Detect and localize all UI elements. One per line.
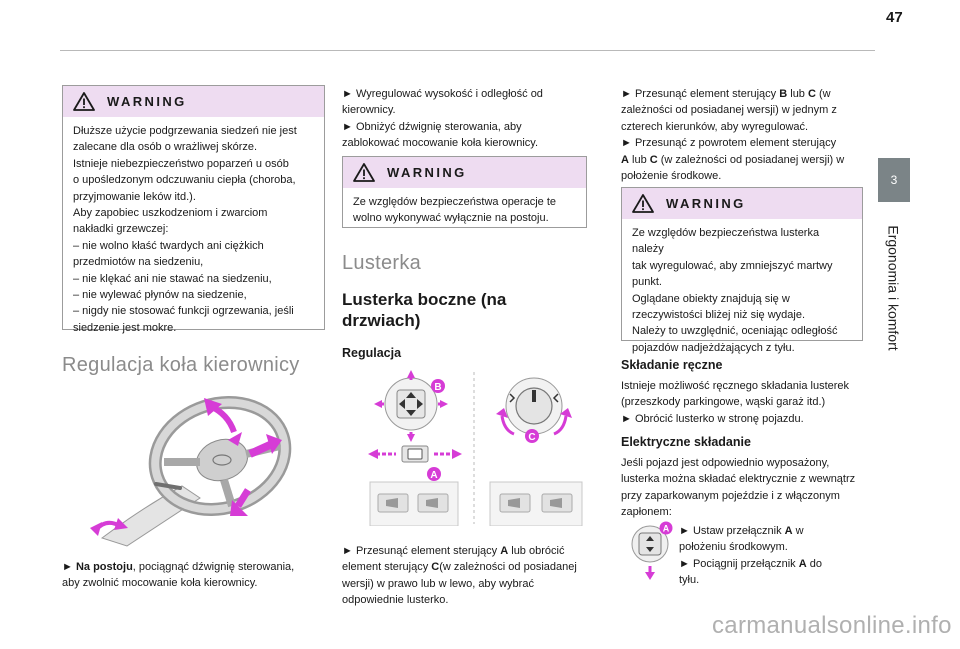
warning-line: Ze względów bezpieczeństwa lusterka należy (632, 227, 820, 256)
warning-line: o upośledzonym odczuwaniu ciepła (choroba, (73, 174, 296, 187)
warning-line: tak wyregulować, aby zmniejszyć martwy (632, 259, 833, 272)
warning-line: – nie wolno kłaść twardych ani ciężkich (73, 239, 264, 252)
step-line: odpowiednie lusterko. (342, 594, 449, 607)
heading-manual-folding: Składanie ręczne (621, 358, 723, 372)
warning-title: WARNING (387, 165, 467, 180)
step-line (679, 523, 869, 539)
step-bold: Na postoju (75, 561, 133, 573)
text-bold: C (431, 561, 440, 574)
step-line: czterech kierunków, aby wyregulować. (621, 120, 809, 133)
step-line (342, 559, 602, 575)
text-part: element sterujący (342, 561, 432, 574)
text-part: ► Ustaw przełącznik (679, 525, 785, 537)
text-part: do (806, 557, 822, 570)
warning-line: pojazdów nadjeżdżających z tyłu. (632, 341, 795, 354)
chapter-title-text: Ergonomia i komfort (886, 225, 902, 351)
text-part: (w zależności od posiadanej (439, 561, 577, 574)
step-line: zależności od posiadanej wersji) w jednym z (621, 104, 837, 117)
step-line (621, 86, 871, 102)
step-line: ► Obniżyć dźwignię sterowania, aby (342, 120, 522, 133)
warning-line: Dłuższe użycie podgrzewania siedzeń nie jest (73, 125, 297, 137)
steering-step-line2: aby zwolnić mocowanie koła kierownicy. (62, 577, 258, 590)
warning-line: – nigdy nie stosować funkcji ogrzewania, jeśli (73, 305, 294, 318)
manual-folding-text (621, 378, 871, 427)
warning-line: zalecane dla osób o wrażliwej skórze. (73, 141, 258, 154)
warning-line: rzeczywistości bliżej niż się wydaje. (632, 309, 805, 322)
mirror-adjust-steps (621, 86, 871, 184)
step-rest: , pociągnąć dźwignię sterowania, (132, 561, 295, 573)
text-part: lub (787, 88, 808, 100)
text-part: lub (628, 153, 650, 166)
step-line: kierownicy. (342, 104, 396, 117)
page-number: 47 (886, 9, 903, 26)
label-a: A (430, 470, 438, 481)
text-part: (w (815, 88, 831, 100)
warning-title: WARNING (666, 196, 746, 211)
text-bold: A (784, 525, 793, 537)
text-part: (w zależności od posiadanej wersji) w (657, 153, 845, 166)
warning-box-blind-spot (621, 187, 863, 354)
warning-triangle-icon (353, 163, 375, 182)
warning-line: – nie wylewać płynów na siedzenie, (73, 289, 247, 302)
heading-side-mirrors (342, 289, 506, 331)
warning-line: siedzenie jest mokre. (73, 321, 177, 334)
heading-steering-wheel: Regulacja koła kierownicy (62, 354, 300, 376)
text-bold: A (500, 545, 509, 557)
steering-steps (342, 86, 592, 152)
warning-title: WARNING (107, 94, 187, 109)
warning-body (343, 188, 586, 235)
warning-line: przedmiotów na siedzeniu, (73, 256, 204, 269)
step-line (621, 152, 871, 168)
warning-line: Istnieje niebezpieczeństwo poparzeń u osób (73, 157, 289, 170)
step-line: położenie środkowe. (621, 170, 722, 183)
text-line: (przeszkody parkingowe, wąski garaż itd.) (621, 396, 826, 409)
text-line: ► Obrócić lusterko w stronę pojazdu. (621, 412, 804, 425)
label-c: C (528, 432, 536, 443)
warning-line: – nie klękać ani nie stawać na siedzeniu, (73, 272, 272, 285)
warning-body (63, 117, 324, 344)
text-bold: C (649, 153, 658, 166)
steering-step-line1 (62, 559, 327, 575)
heading-side-mirrors-line2: drzwiach) (342, 311, 421, 330)
text-line: przy zaparkowanym pojeździe i z włączonym (621, 489, 840, 502)
warning-line: nakładki grzewczej: (73, 223, 169, 236)
warning-line: punkt. (632, 276, 662, 289)
text-bold: C (807, 88, 816, 100)
warning-box-parked (342, 156, 587, 228)
step-line: zablokować mocowanie koła kierownicy. (342, 137, 539, 150)
label-b: B (434, 382, 442, 393)
fold-switch-label: A (662, 523, 670, 534)
text-part: ► Pociągnij przełącznik (679, 557, 799, 570)
warning-triangle-icon (73, 92, 95, 111)
heading-adjustment: Regulacja (342, 346, 402, 360)
warning-line: Oglądane obiekty znajdują się w (632, 292, 790, 305)
step-line: tyłu. (679, 574, 700, 587)
warning-box-heating (62, 85, 325, 334)
warning-header (343, 157, 586, 188)
steering-wheel-illustration (82, 388, 294, 548)
text-part: ► Przesunąć element sterujący (621, 88, 780, 100)
text-bold: A (798, 557, 807, 570)
text-line: zapłonem: (621, 506, 672, 519)
text-line: Jeśli pojazd jest odpowiednio wyposażony, (621, 457, 830, 469)
warning-line: Aby zapobiec uszkodzeniom i zwarciom (73, 207, 268, 220)
text-part: lub obrócić (508, 545, 565, 557)
step-line: położeniu środkowym. (679, 541, 788, 554)
top-rule (60, 50, 875, 51)
text-part: w (792, 525, 804, 537)
step-line (342, 543, 602, 559)
warning-body (622, 219, 862, 364)
step-line (679, 556, 869, 572)
text-bold: B (779, 88, 788, 100)
warning-line: wolno wykonywać wyłącznie na postoju. (353, 212, 549, 225)
text-line: Istnieje możliwość ręcznego składania lusterek (621, 380, 850, 392)
heading-electric-folding: Elektryczne składanie (621, 435, 751, 449)
text-part: ► Przesunąć element sterujący (342, 545, 501, 557)
chapter-tab[interactable]: 3 (878, 158, 910, 202)
step-line: ► Przesunąć z powrotem element sterujący (621, 137, 837, 150)
warning-header (63, 86, 324, 117)
text-line: lusterka można składać elektrycznie z wewnątrz (621, 473, 856, 486)
warning-triangle-icon (632, 194, 654, 213)
heading-mirrors: Lusterka (342, 252, 422, 274)
step-line: wersji) w prawo lub w lewo, aby wybrać (342, 577, 534, 590)
warning-line: Należy to uwzględnić, oceniając odległość (632, 325, 838, 338)
warning-line: przyjmowanie leków itd.). (73, 190, 196, 203)
mirror-select-step (342, 543, 602, 609)
chapter-title (874, 208, 914, 368)
steering-step (62, 559, 327, 592)
step-line: ► Wyregulować wysokość i odległość od (342, 88, 543, 100)
electric-folding-steps (679, 523, 869, 589)
fold-switch-icon (628, 520, 674, 582)
warning-line: Ze względów bezpieczeństwa operacje te (353, 196, 557, 208)
mirror-controls-diagram (364, 370, 586, 526)
heading-side-mirrors-line1: Lusterka boczne (na (342, 290, 507, 309)
electric-folding-text (621, 455, 871, 521)
warning-header (622, 188, 862, 219)
text-bold: A (621, 153, 629, 166)
bullet: ► (62, 561, 73, 573)
watermark: carmanualsonline.info (712, 612, 952, 639)
